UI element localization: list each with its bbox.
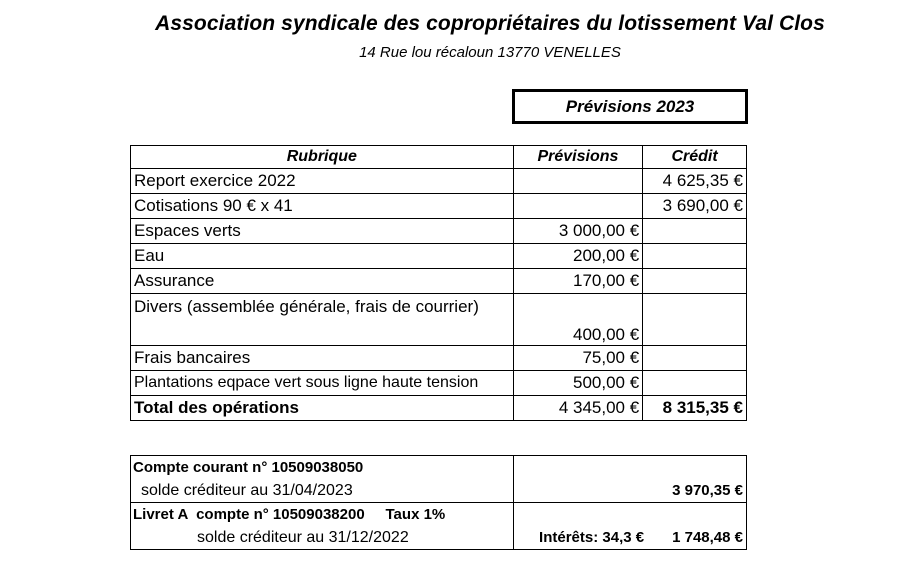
previsions-heading: Prévisions 2023 — [512, 89, 748, 124]
account-balance-cell — [513, 503, 746, 550]
account-row — [131, 456, 747, 503]
account-cell — [131, 503, 514, 550]
account-balance-cell — [513, 456, 746, 503]
table-row — [131, 194, 747, 219]
total-credit: 8 315,35 € — [643, 396, 747, 421]
account-cell — [131, 456, 514, 503]
account-interest: Intérêts: 34,3 € — [539, 529, 645, 546]
address: 14 Rue lou récaloun 13770 VENELLES — [359, 44, 621, 61]
accounts-table — [130, 455, 747, 550]
document-title: Association syndicale des copropriétaires du lotissement Val Clos — [155, 12, 825, 35]
account-balance: 1 748,48 € — [672, 529, 743, 546]
row-credit: 4 625,35 € — [643, 169, 747, 194]
table-row — [131, 346, 747, 371]
row-previsions: 200,00 € — [513, 244, 643, 269]
row-label: Plantations eqpace vert sous ligne haute tension — [131, 371, 514, 396]
row-previsions: 3 000,00 € — [513, 219, 643, 244]
total-row — [131, 396, 747, 421]
column-header-previsions: Prévisions — [513, 146, 643, 169]
account-balance: 3 970,35 € — [672, 482, 743, 499]
total-previsions: 4 345,00 € — [513, 396, 643, 421]
row-label: Frais bancaires — [131, 346, 514, 371]
row-label: Report exercice 2022 — [131, 169, 514, 194]
row-previsions — [513, 194, 643, 219]
row-credit — [643, 346, 747, 371]
table-row — [131, 219, 747, 244]
column-header-rubrique: Rubrique — [131, 146, 514, 169]
row-label: Divers (assemblée générale, frais de courrier) — [131, 294, 514, 346]
row-credit — [643, 371, 747, 396]
table-row — [131, 244, 747, 269]
table-row — [131, 294, 747, 346]
row-label: Eau — [131, 244, 514, 269]
row-previsions: 500,00 € — [513, 371, 643, 396]
table-row — [131, 169, 747, 194]
row-label: Assurance — [131, 269, 514, 294]
budget-table — [130, 145, 747, 421]
account-subtitle: solde créditeur au 31/04/2023 — [141, 482, 353, 499]
row-credit — [643, 269, 747, 294]
row-label: Cotisations 90 € x 41 — [131, 194, 514, 219]
column-header-credit: Crédit — [643, 146, 747, 169]
row-previsions — [513, 169, 643, 194]
account-title: Livret A compte n° 10509038200 Taux 1% — [133, 506, 446, 523]
row-previsions: 75,00 € — [513, 346, 643, 371]
total-label: Total des opérations — [131, 396, 514, 421]
account-row — [131, 503, 747, 550]
table-row — [131, 269, 747, 294]
table-row — [131, 371, 747, 396]
account-subtitle: solde créditeur au 31/12/2022 — [197, 529, 409, 546]
account-title: Compte courant n° 10509038050 — [133, 459, 364, 476]
row-credit — [643, 219, 747, 244]
row-credit: 3 690,00 € — [643, 194, 747, 219]
row-credit — [643, 294, 747, 346]
row-credit — [643, 244, 747, 269]
row-label: Espaces verts — [131, 219, 514, 244]
row-previsions: 400,00 € — [513, 294, 643, 346]
row-previsions: 170,00 € — [513, 269, 643, 294]
table-header-row — [131, 146, 747, 169]
